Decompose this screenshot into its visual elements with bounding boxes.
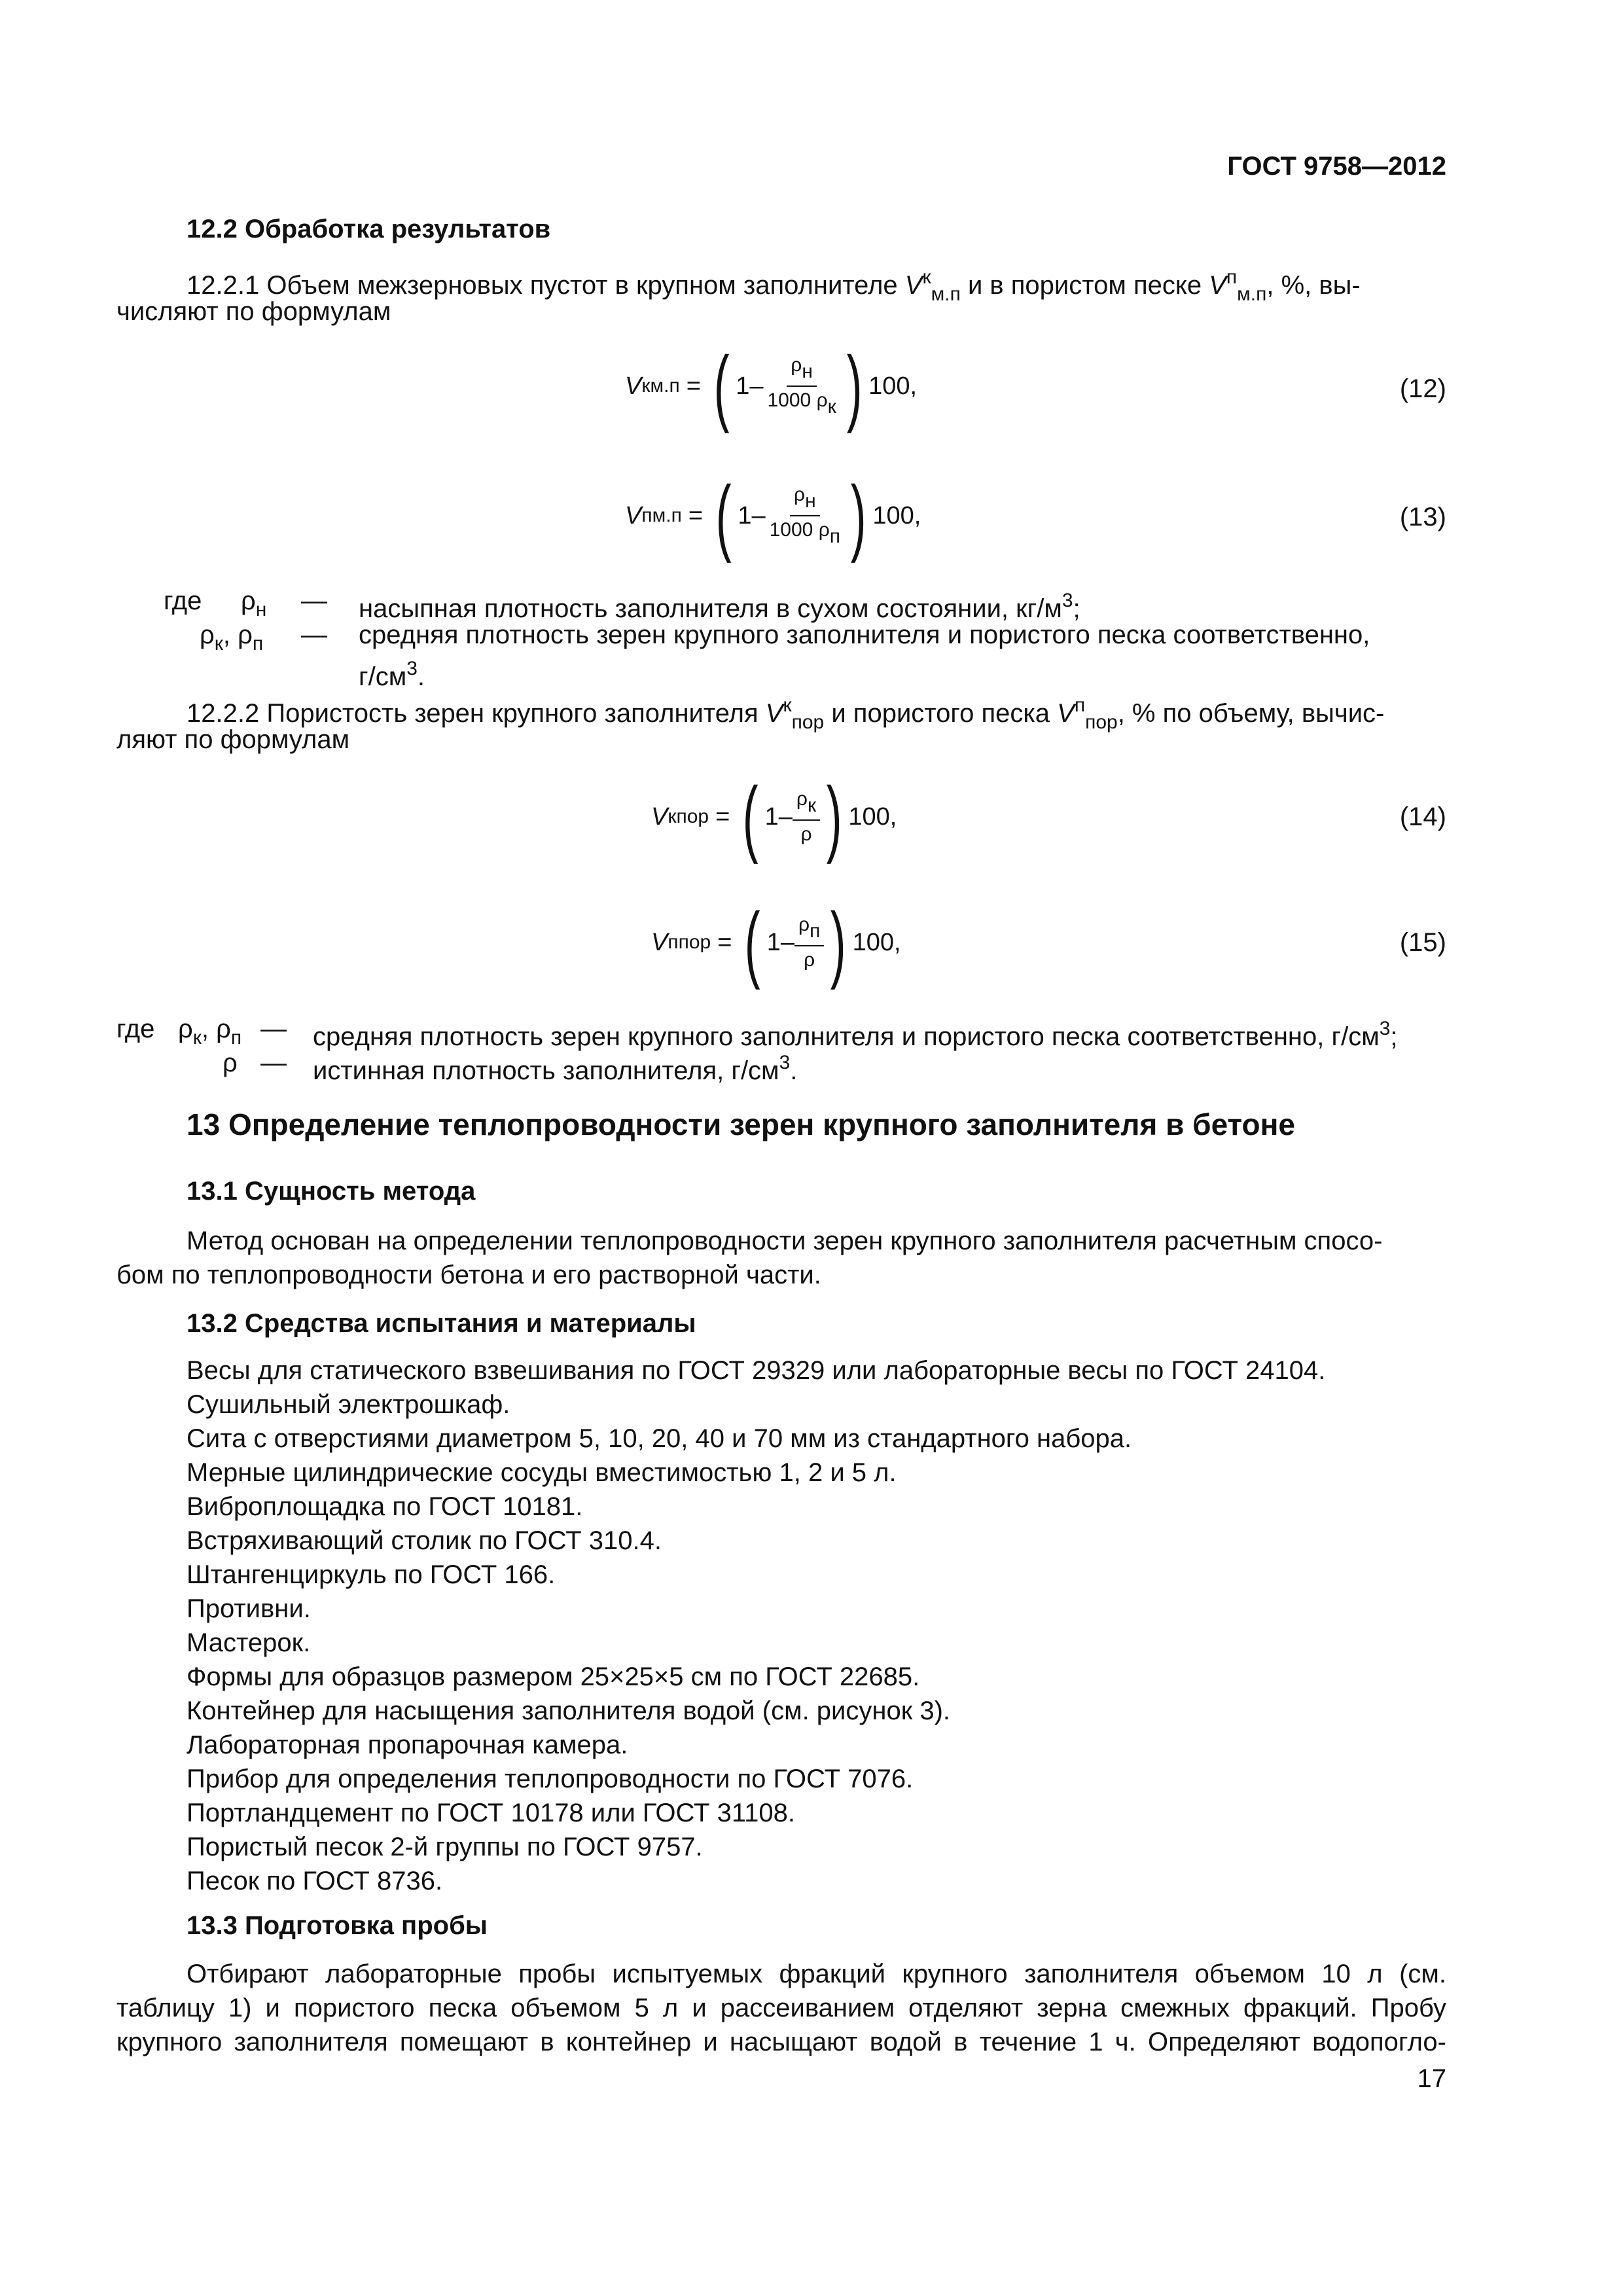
paragraph-13-3-line3: крупного заполнителя помещают в контейнер и насыщают водой в течение 1 ч. Определяют водопогло- xyxy=(116,2028,1446,2056)
list-item: Песок по ГОСТ 8736. xyxy=(187,1867,443,1895)
symbol-rho-n: $\rho_н$ xyxy=(241,586,267,620)
definition-mean-density: средняя плотность зерен крупного заполнителя и пористого песка соответственно, xyxy=(359,620,1370,649)
formula-15: V п пор = ( 1– $\frac{\rho п}{\rho}$ ) 100, xyxy=(651,895,901,990)
symbol-rho-k-p: $\rho_к$, $\rho_п$ xyxy=(200,620,264,655)
list-item: Сита с отверстиями диаметром 5, 10, 20, 40 и 70 мм из стандартного набора. xyxy=(187,1424,1132,1453)
paragraph-12-2-1: 12.2.1 Объем межзерновых пустот в крупном заполнителе $V^к_{м.п}$ и в пористом песке $V^п_{м.п}$, %, вы- xyxy=(187,266,1361,305)
section-title-12-2: 12.2 Обработка результатов xyxy=(187,215,551,243)
list-item: Противни. xyxy=(187,1594,311,1623)
list-item: Лабораторная пропарочная камера. xyxy=(187,1731,628,1759)
section-title-13-1: 13.1 Сущность метода xyxy=(187,1177,476,1206)
paragraph-13-3-line1: Отбирают лабораторные пробы испытуемых фракций крупного заполнителя объемом 10 л (см. xyxy=(187,1960,1446,1988)
formula-13: V п м.п = ( 1– $\frac{\rho н}{1000 \rho п}$ ) 100, xyxy=(625,468,921,564)
paragraph-13-3-line2: таблицу 1) и пористого песка объемом 5 л и рассеиванием отделяют зерна смежных фракций. Пробу xyxy=(116,1994,1446,2022)
list-item: Сушильный электрошкаф. xyxy=(187,1390,510,1419)
list-item: Штангенциркуль по ГОСТ 166. xyxy=(187,1560,556,1589)
materials-list xyxy=(187,1354,1325,1898)
list-item: Встряхивающий столик по ГОСТ 310.4. xyxy=(187,1526,662,1555)
list-item: Виброплощадка по ГОСТ 10181. xyxy=(187,1492,583,1521)
list-item: Контейнер для насыщения заполнителя водой (см. рисунок 3). xyxy=(187,1696,951,1725)
page-number: 17 xyxy=(1417,2064,1446,2093)
symbol-rho-k-p-2: $\rho_к$, $\rho_п$ xyxy=(178,1014,242,1049)
def-dash-2: — xyxy=(301,620,327,649)
list-item: Прибор для определения теплопроводности по ГОСТ 7076. xyxy=(187,1765,914,1793)
definition-mean-density-unit: $г/см^3$. xyxy=(359,658,425,691)
formula-14: V к пор = ( 1– $\frac{\rho к}{\rho}$ ) 100, xyxy=(651,769,897,865)
paragraph-12-2-1-line2: числяют по формулам xyxy=(116,297,391,326)
paragraph-12-2-2-line2: ляют по формулам xyxy=(116,725,350,754)
list-item: Мастерок. xyxy=(187,1628,311,1657)
equation-number-13: (13) xyxy=(1399,503,1446,531)
equation-number-14: (14) xyxy=(1399,802,1446,831)
def-dash-4: — xyxy=(260,1049,287,1077)
definition-true-density: истинная плотность заполнителя, $г/см^3$. xyxy=(313,1052,798,1085)
definition-mean-density-2: средняя плотность зерен крупного заполнителя и пористого песка соответственно, $г/см^3$; xyxy=(313,1018,1398,1051)
list-item: Портландцемент по ГОСТ 10178 или ГОСТ 31108. xyxy=(187,1799,795,1827)
equation-number-15: (15) xyxy=(1399,928,1446,957)
list-item: Пористый песок 2-й группы по ГОСТ 9757. xyxy=(187,1833,703,1861)
paragraph-13-1-line1: Метод основан на определении теплопроводности зерен крупного заполнителя расчетным спосо- xyxy=(187,1227,1383,1255)
equation-number-12: (12) xyxy=(1399,374,1446,403)
section-title-13: 13 Определение теплопроводности зерен крупного заполнителя в бетоне xyxy=(187,1107,1295,1141)
where-label-1: где xyxy=(164,586,202,615)
def-dash-3: — xyxy=(260,1014,287,1043)
formula-12: V к м.п = ( 1– $\frac{\rho н}{1000 \rho к}$ ) 100, xyxy=(625,338,918,434)
symbol-rho: ρ xyxy=(223,1049,238,1077)
list-item: Формы для образцов размером 25×25×5 см по ГОСТ 22685. xyxy=(187,1662,920,1691)
list-item: Весы для статического взвешивания по ГОСТ 29329 или лабораторные весы по ГОСТ 24104. xyxy=(187,1356,1326,1385)
list-item: Мерные цилиндрические сосуды вместимостью 1, 2 и 5 л. xyxy=(187,1458,897,1487)
definition-bulk-density: насыпная плотность заполнителя в сухом состоянии, $кг/м^3$; xyxy=(359,590,1080,623)
document-header: ГОСТ 9758—2012 xyxy=(1227,152,1446,181)
section-title-13-2: 13.2 Средства испытания и материалы xyxy=(187,1309,696,1338)
def-dash-1: — xyxy=(301,586,327,615)
section-title-13-3: 13.3 Подготовка пробы xyxy=(187,1911,488,1940)
paragraph-12-2-2: 12.2.2 Пористость зерен крупного заполнителя $V^к_{пор}$ и пористого песка $V^п_{пор}$, % по объему, вычис- xyxy=(187,694,1385,733)
where-label-2: где xyxy=(116,1014,155,1043)
paragraph-13-1-line2: бом по теплопроводности бетона и его растворной части. xyxy=(116,1261,821,1289)
